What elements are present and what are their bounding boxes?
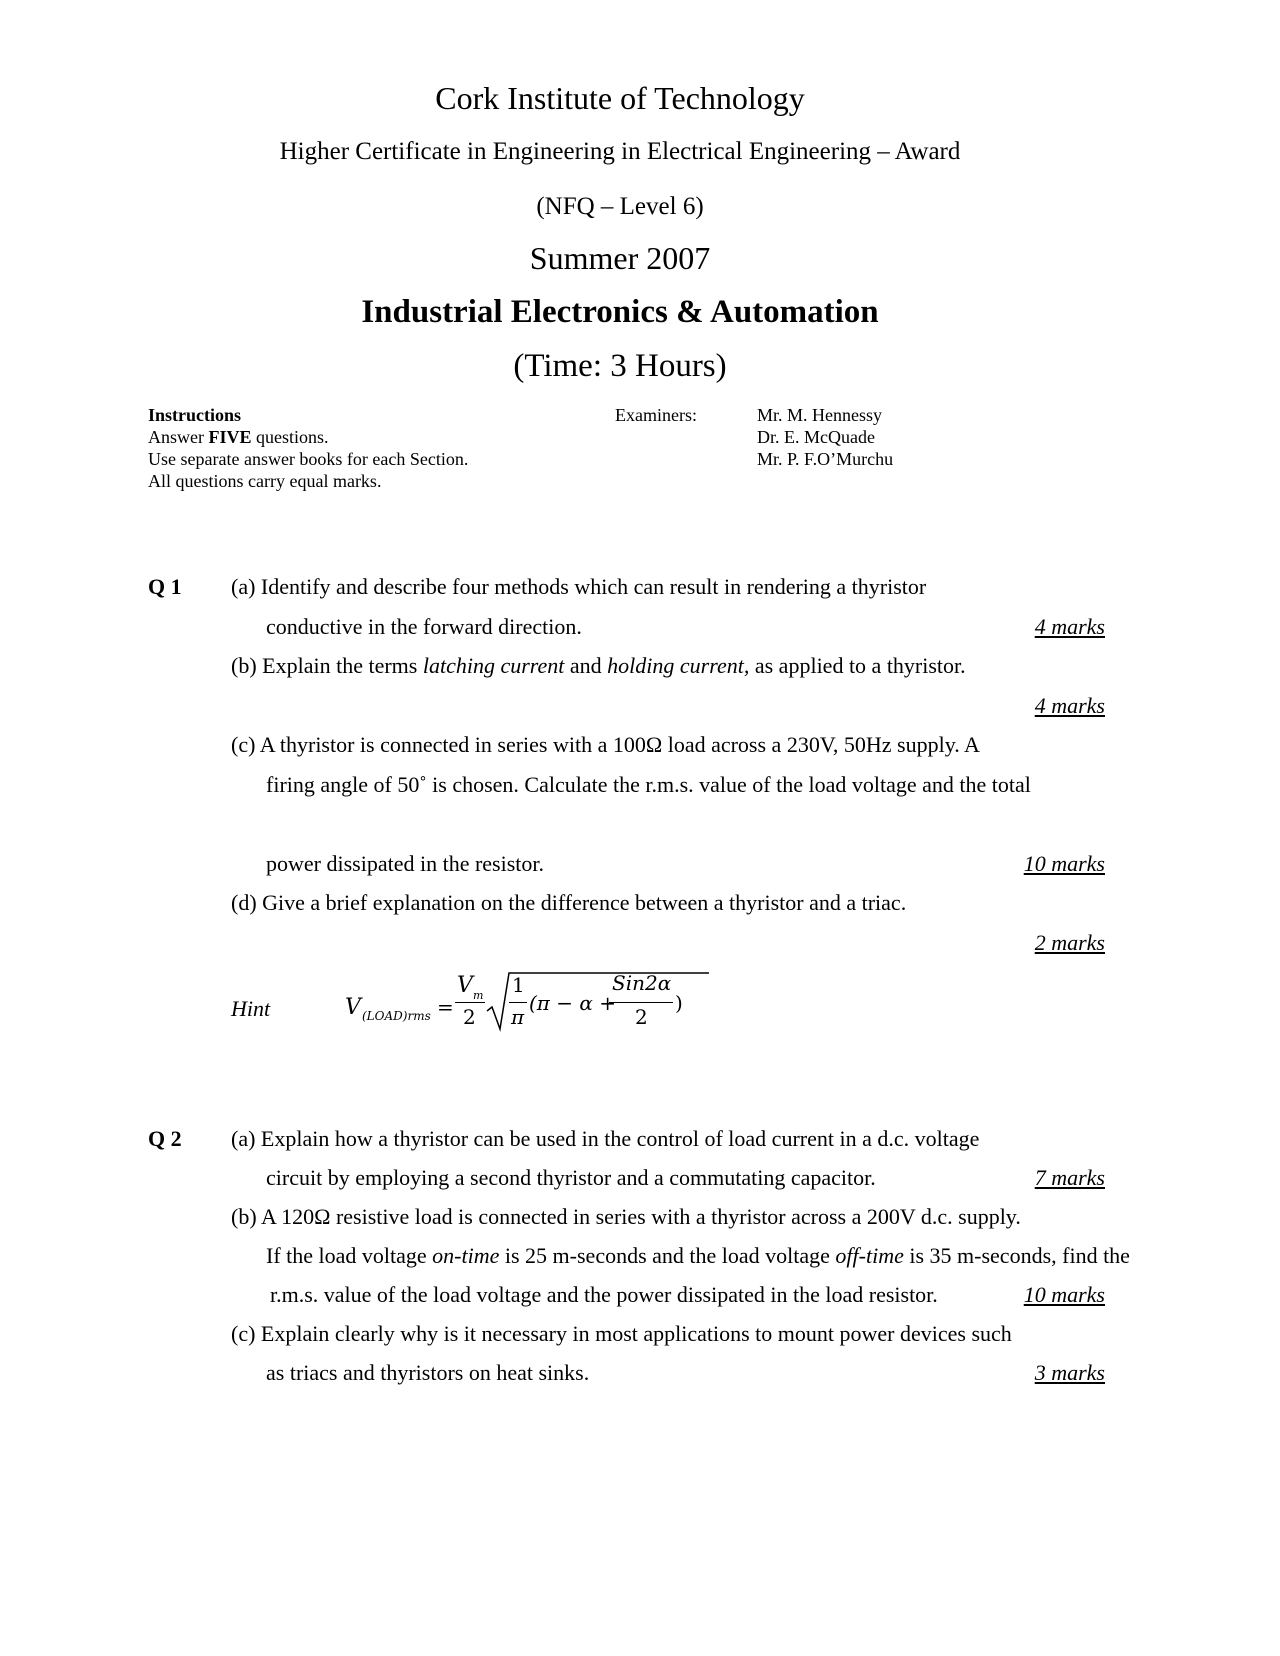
formula-pi: π xyxy=(511,1005,525,1029)
q2-c-line-2: as triacs and thyristors on heat sinks. xyxy=(266,1360,590,1385)
q2-c-line-1: (c) Explain clearly why is it necessary in most applications to mount power devices such xyxy=(231,1321,1012,1346)
q1-b-marks: 4 marks xyxy=(1034,693,1105,718)
formula-one: 1 xyxy=(512,973,525,997)
examiner-name: Dr. E. McQuade xyxy=(757,427,875,447)
q2-b-line-1: (b) A 120Ω resistive load is connected in series with a thyristor across a 200V d.c. supply. xyxy=(231,1204,1021,1229)
q1-c-line-3: power dissipated in the resistor. xyxy=(266,851,545,876)
exam-term: Summer 2007 xyxy=(529,240,711,276)
instructions-line-2: Use separate answer books for each Section. xyxy=(148,449,469,469)
instructions-line-1: Answer FIVE questions. xyxy=(148,427,329,447)
formula-paren-open: (π − α + xyxy=(529,991,617,1015)
q1-c-marks: 10 marks xyxy=(1023,851,1105,876)
q2-a-marks: 7 marks xyxy=(1034,1165,1105,1190)
formula-v: V xyxy=(345,995,361,1020)
q2-a-line-2: circuit by employing a second thyristor and a commutating capacitor. xyxy=(266,1165,876,1190)
programme-title: Higher Certificate in Engineering in Electrical Engineering – Award xyxy=(279,138,961,165)
examiners-list xyxy=(757,404,893,470)
hint-label: Hint xyxy=(231,996,271,1021)
exam-duration: (Time: 3 Hours) xyxy=(513,348,727,384)
fraction-bar xyxy=(509,1002,527,1003)
q2-b-marks: 10 marks xyxy=(1023,1282,1105,1307)
nfq-level: (NFQ – Level 6) xyxy=(536,193,704,220)
q1-b-line: (b) Explain the terms latching current and holding current, as applied to a thyristor. xyxy=(231,653,966,678)
q1-a-marks: 4 marks xyxy=(1034,614,1105,639)
formula-sin: Sin2α xyxy=(612,971,672,995)
instructions-block xyxy=(148,404,468,492)
formula-vm-sub: m xyxy=(473,989,484,1002)
q2-a-line-1: (a) Explain how a thyristor can be used in the control of load current in a d.c. voltage xyxy=(231,1126,980,1151)
q2-c-marks: 3 marks xyxy=(1034,1360,1105,1385)
q1-c-line-2: firing angle of 50˚ is chosen. Calculate the r.m.s. value of the load voltage and the total xyxy=(266,772,1031,797)
q1-a-line-2: conductive in the forward direction. xyxy=(266,614,582,639)
formula-subscript: (LOAD)rms xyxy=(362,1009,431,1023)
institution-title: Cork Institute of Technology xyxy=(435,80,805,116)
examiner-name: Mr. P. F.O’Murchu xyxy=(757,449,894,469)
q1-a-line-1: (a) Identify and describe four methods which can result in rendering a thyristor xyxy=(231,574,927,599)
question-2-number: Q 2 xyxy=(148,1126,182,1151)
formula-vm: V xyxy=(457,973,473,998)
formula-two: 2 xyxy=(463,1005,476,1029)
subject-title: Industrial Electronics & Automation xyxy=(361,294,879,330)
formula-equals: = xyxy=(437,995,454,1019)
q2-b-line-3: r.m.s. value of the load voltage and the power dissipated in the load resistor. xyxy=(270,1282,938,1307)
formula-two-2: 2 xyxy=(635,1005,648,1029)
fraction-bar xyxy=(455,1002,485,1003)
instructions-line-3: All questions carry equal marks. xyxy=(148,471,382,491)
examiners-label: Examiners: xyxy=(615,405,697,425)
q1-d-line: (d) Give a brief explanation on the difference between a thyristor and a triac. xyxy=(231,890,907,915)
examiner-name: Mr. M. Hennessy xyxy=(757,405,882,425)
formula-paren-close: ) xyxy=(675,991,683,1015)
question-1-number: Q 1 xyxy=(148,574,182,599)
q2-b-line-2: If the load voltage on-time is 25 m-seconds and the load voltage off-time is 35 m-seconds, find the xyxy=(266,1243,1130,1268)
instructions-heading: Instructions xyxy=(148,405,242,425)
fraction-bar xyxy=(609,1002,673,1003)
q1-d-marks: 2 marks xyxy=(1034,930,1105,955)
rms-voltage-formula xyxy=(345,971,705,1055)
q1-c-line-1: (c) A thyristor is connected in series with a 100Ω load across a 230V, 50Hz supply. A xyxy=(231,732,980,757)
